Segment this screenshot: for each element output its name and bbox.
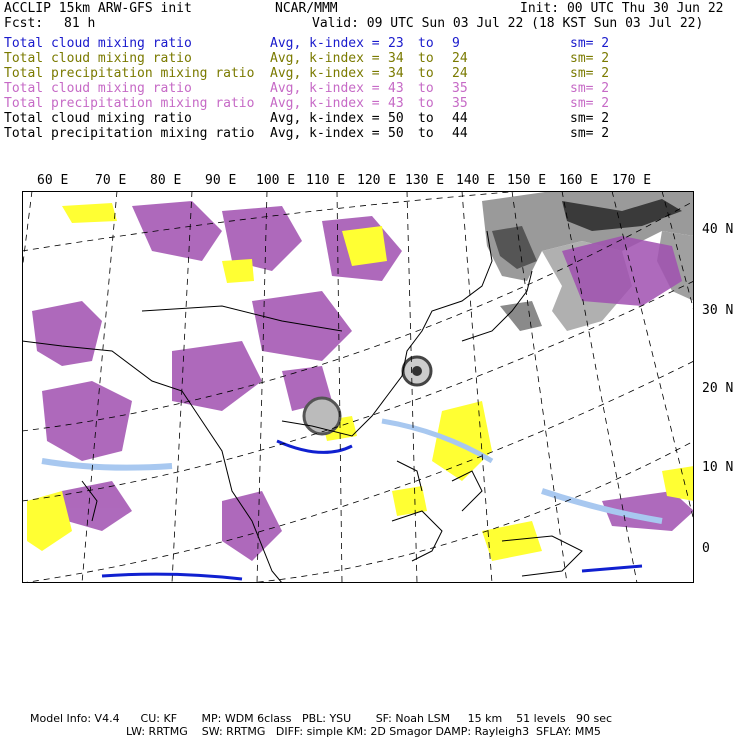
field-avg: Avg, k-index =	[270, 51, 380, 66]
field-avg: Avg, k-index =	[270, 111, 380, 126]
field-k2: 9	[452, 36, 460, 51]
field-to: to	[418, 36, 434, 51]
latitude-label: 0	[702, 541, 710, 556]
field-avg: Avg, k-index =	[270, 66, 380, 81]
field-to: to	[418, 96, 434, 111]
field-name: Total precipitation mixing ratio	[4, 126, 255, 141]
longitude-label: 150 E	[507, 173, 547, 188]
field-k2: 35	[452, 81, 468, 96]
field-k1: 34	[388, 66, 404, 81]
field-name: Total cloud mixing ratio	[4, 81, 192, 96]
field-k1: 43	[388, 96, 404, 111]
longitude-label: 80 E	[150, 173, 182, 188]
valid-time: Valid: 09 UTC Sun 03 Jul 22 (18 KST Sun 03 Jul 22)	[312, 16, 704, 31]
field-sm: sm= 2	[570, 51, 610, 66]
field-sm: sm= 2	[570, 126, 610, 141]
latitude-label: 30 N	[702, 303, 734, 318]
field-k2: 44	[452, 111, 468, 126]
field-avg: Avg, k-index =	[270, 36, 380, 51]
longitude-label: 110 E	[306, 173, 346, 188]
field-name: Total precipitation mixing ratio	[4, 96, 255, 111]
latitude-label: 10 N	[702, 460, 734, 475]
field-k2: 35	[452, 96, 468, 111]
field-avg: Avg, k-index =	[270, 96, 380, 111]
field-k1: 50	[388, 111, 404, 126]
longitude-label: 130 E	[405, 173, 445, 188]
field-name: Total cloud mixing ratio	[4, 36, 192, 51]
field-sm: sm= 2	[570, 96, 610, 111]
model-info-line: Model Info: V4.4 CU: KF MP: WDM 6class PBL: YSU SF: Noah LSM 15 km 51 levels 90 sec	[30, 712, 613, 725]
field-sm: sm= 2	[570, 81, 610, 96]
center-label: NCAR/MMM	[275, 1, 338, 16]
field-k1: 50	[388, 126, 404, 141]
longitude-label: 170 E	[612, 173, 652, 188]
field-k2: 24	[452, 51, 468, 66]
field-k2: 44	[452, 126, 468, 141]
latitude-label: 20 N	[702, 381, 734, 396]
field-sm: sm= 2	[570, 66, 610, 81]
field-to: to	[418, 66, 434, 81]
field-k2: 24	[452, 66, 468, 81]
longitude-label: 60 E	[37, 173, 69, 188]
init-time: Init: 00 UTC Thu 30 Jun 22	[520, 1, 724, 16]
field-to: to	[418, 111, 434, 126]
field-sm: sm= 2	[570, 36, 610, 51]
longitude-label: 90 E	[205, 173, 237, 188]
physics-info-line: LW: RRTMG SW: RRTMG DIFF: simple KM: 2D Smagor DAMP: Rayleigh3 SFLAY: MM5	[126, 725, 601, 738]
field-k1: 34	[388, 51, 404, 66]
map-plot	[22, 191, 694, 583]
field-avg: Avg, k-index =	[270, 126, 380, 141]
field-to: to	[418, 81, 434, 96]
field-avg: Avg, k-index =	[270, 81, 380, 96]
forecast-hours: 81 h	[64, 16, 96, 31]
field-k1: 43	[388, 81, 404, 96]
longitude-label: 70 E	[95, 173, 127, 188]
field-to: to	[418, 126, 434, 141]
longitude-label: 120 E	[357, 173, 397, 188]
field-sm: sm= 2	[570, 111, 610, 126]
model-title: ACCLIP 15km ARW-GFS init	[4, 1, 192, 16]
field-k1: 23	[388, 36, 404, 51]
field-name: Total precipitation mixing ratio	[4, 66, 255, 81]
forecast-label: Fcst:	[4, 16, 44, 31]
latitude-label: 40 N	[702, 222, 734, 237]
field-name: Total cloud mixing ratio	[4, 111, 192, 126]
longitude-label: 100 E	[256, 173, 296, 188]
longitude-label: 140 E	[456, 173, 496, 188]
field-to: to	[418, 51, 434, 66]
field-name: Total cloud mixing ratio	[4, 51, 192, 66]
longitude-label: 160 E	[559, 173, 599, 188]
